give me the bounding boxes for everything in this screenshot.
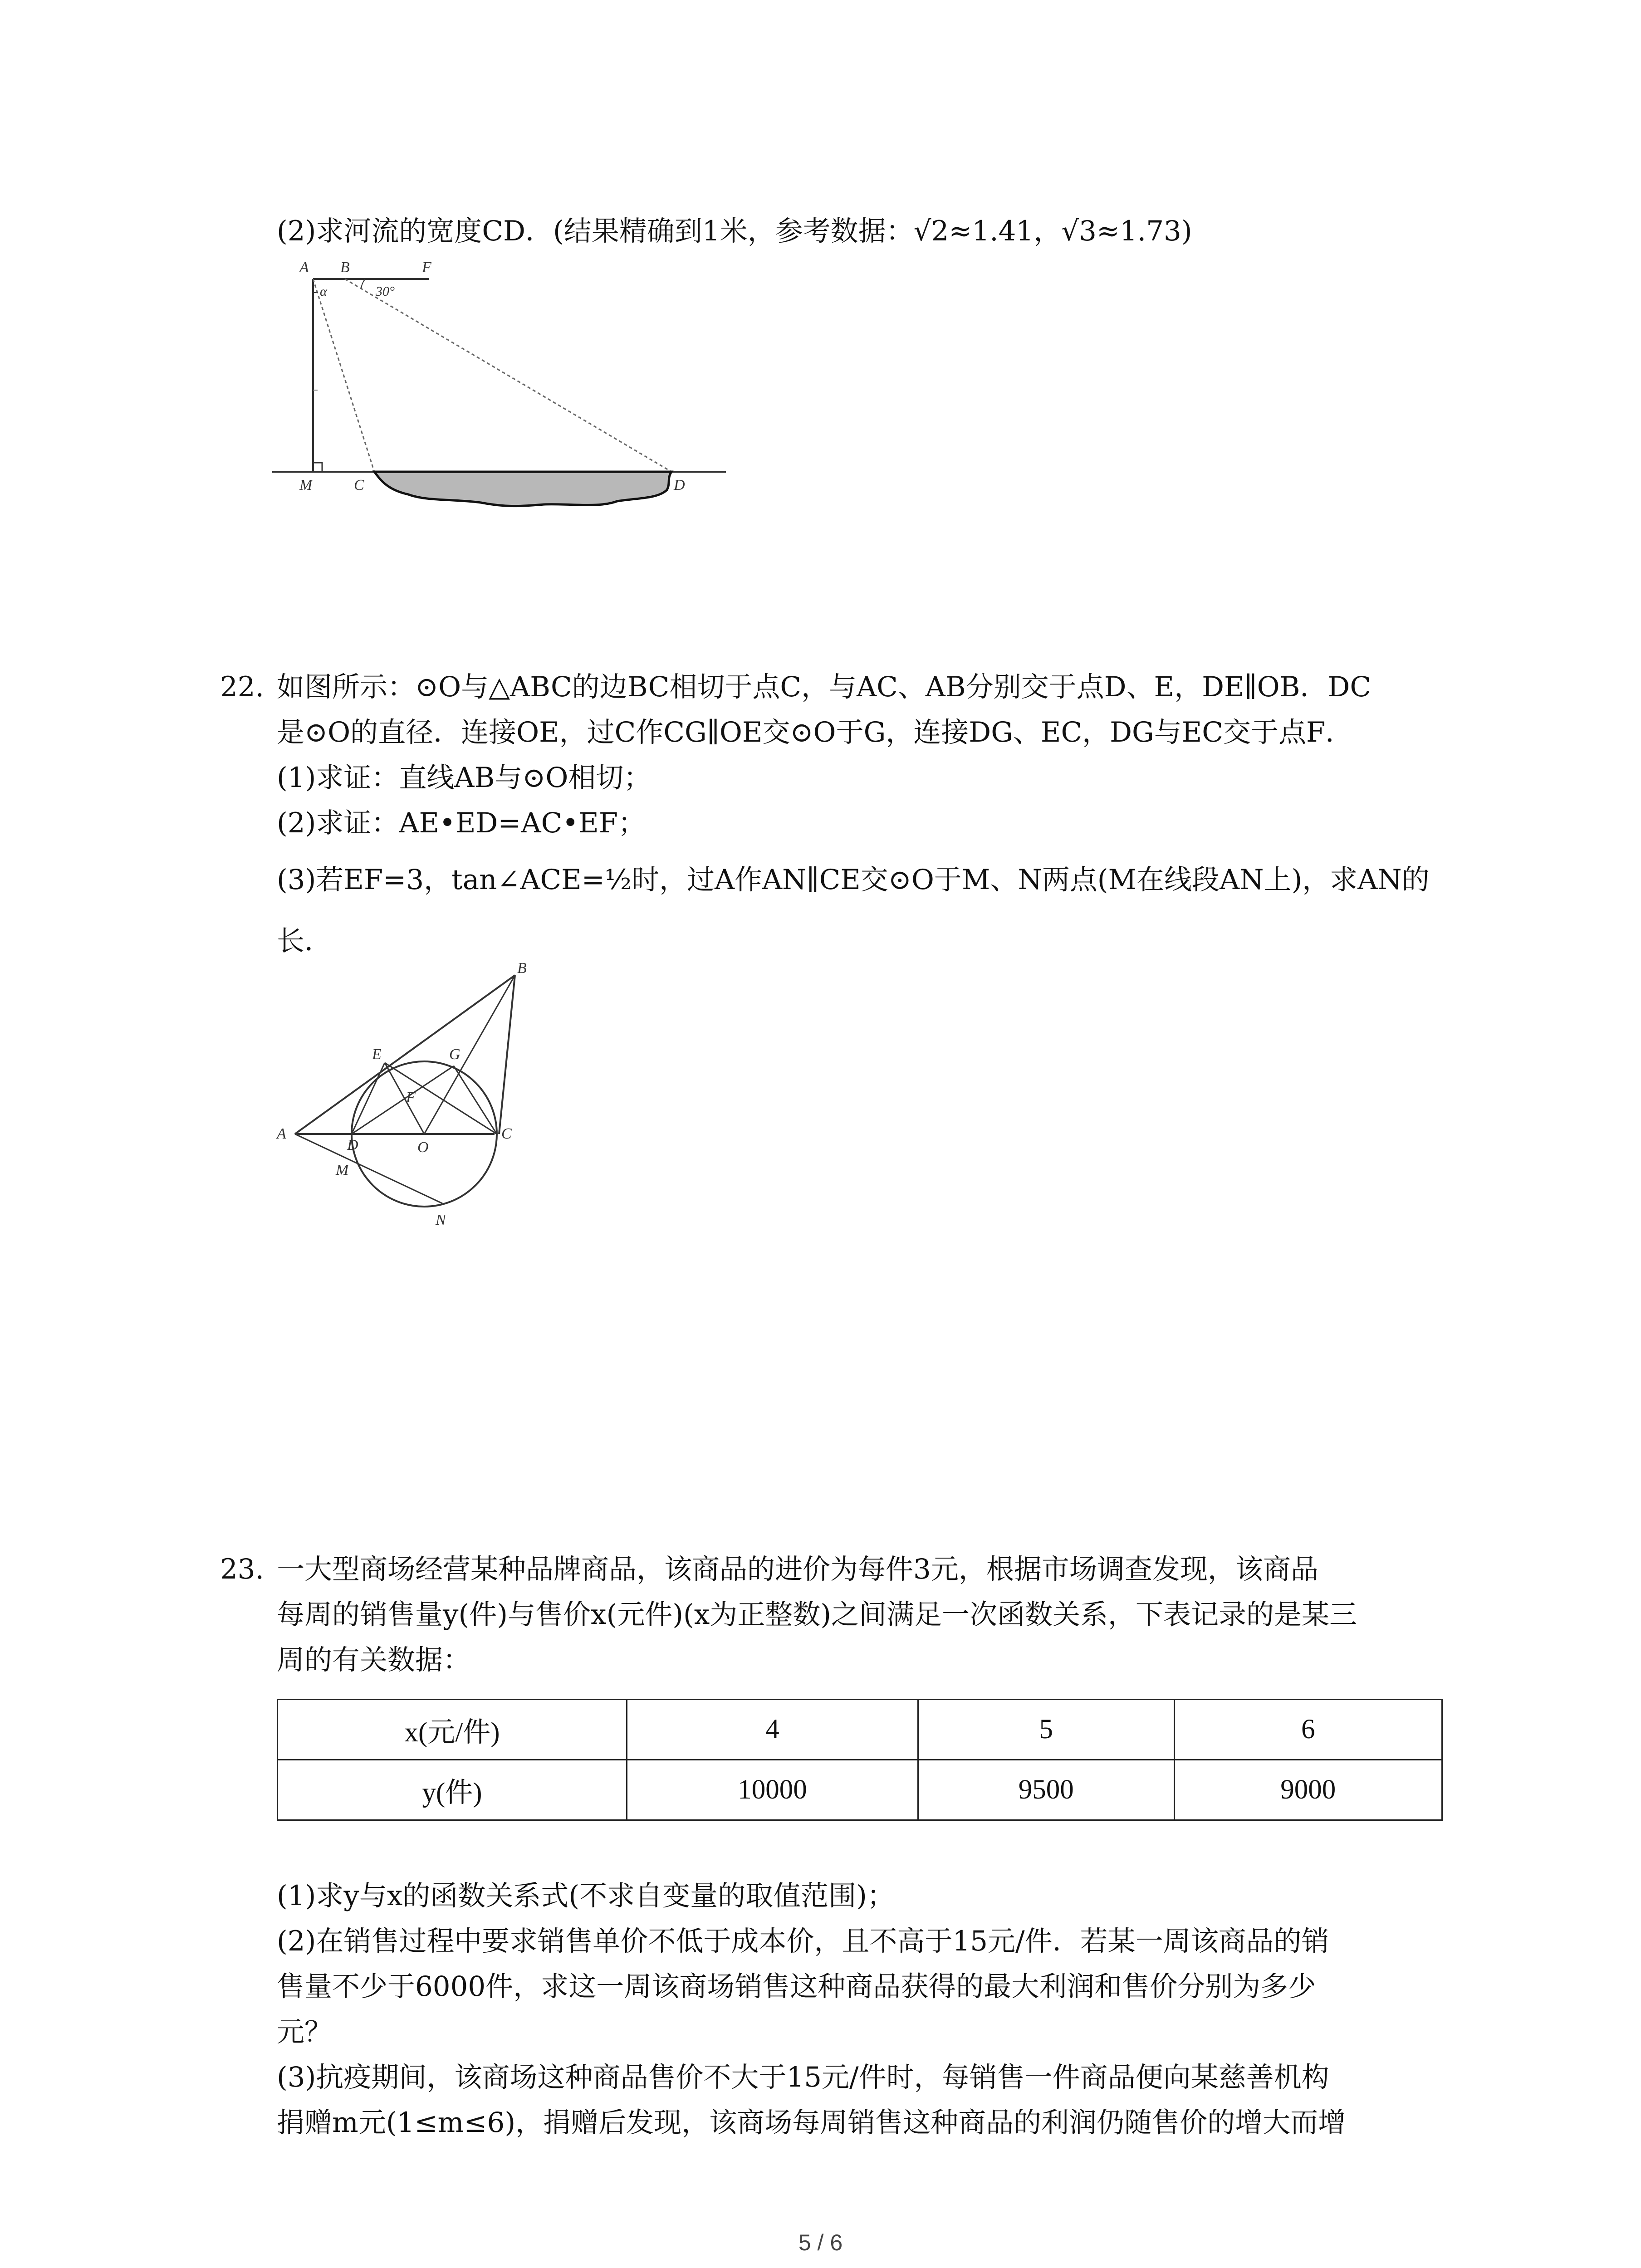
table-cell: 4	[627, 1700, 918, 1760]
label-M: M	[336, 1162, 349, 1178]
table-row	[278, 1700, 1442, 1760]
table-cell: y(件)	[278, 1760, 627, 1820]
table-cell: 9500	[918, 1760, 1174, 1820]
label-30deg: 30°	[376, 284, 395, 299]
q23-part-2a: (2)在销售过程中要求销售单价不低于成本价，且不高于15元/件．若某一周该商品的销	[277, 1925, 1329, 1957]
q23-part-1: (1)求y与x的函数关系式(不求自变量的取值范围)；	[277, 1880, 895, 1912]
q22-number: 22.	[220, 671, 265, 703]
table-row	[278, 1760, 1442, 1820]
q23-number: 23.	[220, 1553, 265, 1585]
label-C: C	[354, 477, 364, 494]
label-A: A	[277, 1125, 286, 1142]
q21-river-figure	[272, 254, 740, 526]
label-A: A	[299, 259, 309, 276]
table-cell: 5	[918, 1700, 1174, 1760]
label-F: F	[406, 1089, 416, 1106]
q22-line-2: 是⊙O的直径．连接OE，过C作CG∥OE交⊙O于G，连接DG、EC，DG与EC交于点F．	[277, 716, 1353, 748]
label-E: E	[372, 1046, 382, 1063]
label-alpha: α	[320, 284, 327, 299]
price-sales-table	[277, 1699, 1443, 1821]
label-F: F	[422, 259, 431, 276]
table-cell: 6	[1174, 1700, 1442, 1760]
q22-line-4: (2)求证：AE•ED=AC•EF；	[277, 807, 646, 839]
q23-part-2b: 售量不少于6000件，求这一周该商场销售这种商品获得的最大利润和售价分别为多少	[277, 1970, 1316, 2003]
label-D: D	[347, 1137, 358, 1154]
table-cell: 9000	[1174, 1760, 1442, 1820]
q23-intro-1: 一大型商场经营某种品牌商品，该商品的进价为每件3元，根据市场调查发现，该商品	[277, 1553, 1318, 1585]
label-C: C	[501, 1125, 512, 1142]
label-B: B	[517, 960, 527, 977]
label-G: G	[449, 1046, 460, 1063]
table-cell: 10000	[627, 1760, 918, 1820]
page-number: 5 / 6	[798, 2230, 843, 2255]
label-D: D	[674, 477, 685, 494]
q22-line-1: 如图所示：⊙O与△ABC的边BC相切于点C，与AC、AB分别交于点D、E，DE∥OB．DC	[277, 671, 1372, 703]
table-cell: x(元/件)	[278, 1700, 627, 1760]
label-O: O	[417, 1139, 429, 1156]
q22-line-6: 长．	[277, 925, 333, 957]
q22-geometry-figure	[263, 957, 608, 1247]
q22-line-3: (1)求证：直线AB与⊙O相切；	[277, 762, 652, 794]
label-N: N	[436, 1212, 446, 1228]
q23-part-3a: (3)抗疫期间，该商场这种商品售价不大于15元/件时，每销售一件商品便向某慈善机构	[277, 2061, 1329, 2093]
label-M: M	[299, 477, 313, 494]
q23-part-3b: 捐赠m元(1≤m≤6)，捐赠后发现，该商场每周销售这种商品的利润仍随售价的增大而增	[277, 2107, 1346, 2139]
q22-line-5: (3)若EF=3，tan∠ACE=½时，过A作AN∥CE交⊙O于M、N两点(M在线段AN上)，求AN的	[277, 864, 1430, 896]
q23-intro-3: 周的有关数据：	[277, 1644, 471, 1676]
river-shape	[374, 472, 671, 506]
q23-part-2c: 元？	[277, 2016, 333, 2048]
q21-part2-text: (2)求河流的宽度CD．(结果精确到1米，参考数据：√2≈1.41，√3≈1.73)	[277, 215, 1192, 247]
label-B: B	[340, 259, 350, 276]
q23-intro-2: 每周的销售量y(件)与售价x(元件)(x为正整数)之间满足一次函数关系，下表记录的是某三	[277, 1598, 1357, 1631]
